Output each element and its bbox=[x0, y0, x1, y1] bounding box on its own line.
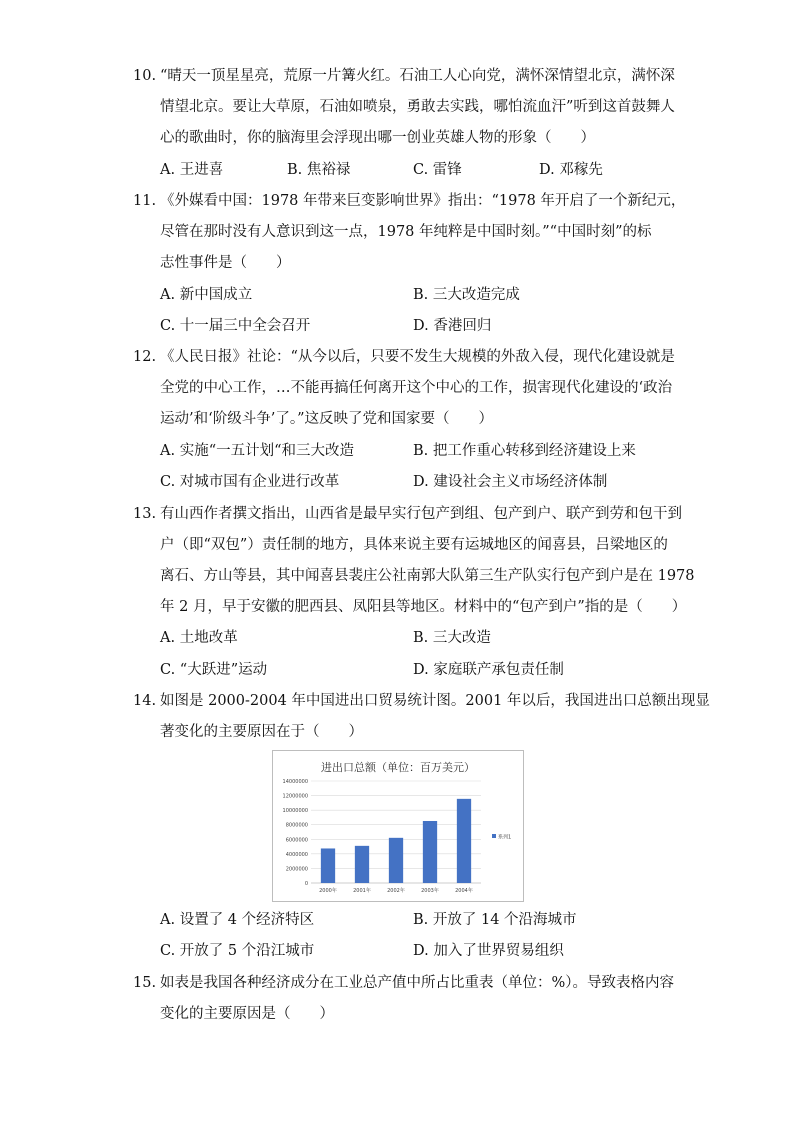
trade-chart bbox=[272, 750, 524, 902]
bar bbox=[457, 799, 471, 883]
q14-line-2: 著变化的主要原因在于（ ） bbox=[160, 724, 363, 740]
q10-line-1: “晴天一顶星星亮，荒原一片篝火红。石油工人心向党，满怀深情望北京，满怀深 bbox=[160, 68, 675, 84]
q10-option-b: B. 焦裕禄 bbox=[287, 162, 351, 178]
y-tick-label: 10000000 bbox=[282, 808, 308, 815]
q15-line-2: 变化的主要原因是（ ） bbox=[160, 1006, 334, 1022]
q11-number: 11. bbox=[133, 193, 157, 209]
q11-option-c: C. 十一届三中全会召开 bbox=[160, 318, 311, 334]
q11-line-2: 尽管在那时没有人意识到这一点，1978 年纯粹是中国时刻。”“中国时刻”的标 bbox=[160, 224, 652, 240]
chart-title: 进出口总额（单位：百万美元） bbox=[321, 761, 475, 774]
q10-number: 10. bbox=[133, 68, 157, 84]
q12-option-b: B. 把工作重心转移到经济建设上来 bbox=[413, 443, 636, 459]
q13-option-d: D. 家庭联产承包责任制 bbox=[413, 662, 564, 678]
q12-option-d: D. 建设社会主义市场经济体制 bbox=[413, 474, 608, 490]
q13-option-b: B. 三大改造 bbox=[413, 630, 491, 646]
q14-option-b: B. 开放了 14 个沿海城市 bbox=[413, 912, 577, 928]
q11-option-d: D. 香港回归 bbox=[413, 318, 492, 334]
q13-option-c: C. “大跃进”运动 bbox=[160, 662, 268, 678]
q14-option-a: A. 设置了 4 个经济特区 bbox=[160, 912, 315, 928]
q13-line-3: 离石、方山等县，其中闻喜县裴庄公社南郭大队第三生产队实行包产到户是在 1978 bbox=[160, 568, 695, 584]
q12-line-1: 《人民日报》社论：“从今以后，只要不发生大规模的外敌入侵，现代化建设就是 bbox=[160, 349, 675, 365]
legend-swatch bbox=[492, 834, 496, 838]
q11-option-a: A. 新中国成立 bbox=[160, 287, 253, 303]
q10-line-2: 情望北京。要让大草原，石油如喷泉，勇敢去实践，哪怕流血汗”听到这首鼓舞人 bbox=[160, 99, 675, 115]
y-tick-label: 8000000 bbox=[285, 822, 308, 829]
q15-line-1: 如表是我国各种经济成分在工业总产值中所占比重表（单位：%）。导致表格内容 bbox=[160, 975, 675, 991]
q13-line-4: 年 2 月，早于安徽的肥西县、凤阳县等地区。材料中的“包产到户”指的是（ ） bbox=[160, 599, 687, 615]
q14-option-c: C. 开放了 5 个沿江城市 bbox=[160, 943, 315, 959]
bar bbox=[321, 848, 335, 883]
q10-option-a: A. 王进喜 bbox=[160, 162, 224, 178]
q14-number: 14. bbox=[133, 693, 157, 709]
q12-line-2: 全党的中心工作，…不能再搞任何离开这个中心的工作，损害现代化建设的‘政治 bbox=[160, 380, 673, 396]
q13-line-2: 户（即“双包”）责任制的地方，具体来说主要有运城地区的闻喜县，吕梁地区的 bbox=[160, 537, 668, 553]
y-tick-label: 6000000 bbox=[285, 837, 308, 844]
q13-number: 13. bbox=[133, 506, 157, 522]
q14-option-d: D. 加入了世界贸易组织 bbox=[413, 943, 564, 959]
x-tick-label: 2004年 bbox=[455, 888, 473, 894]
bar bbox=[355, 846, 369, 883]
x-tick-label: 2001年 bbox=[353, 888, 371, 894]
y-tick-label: 4000000 bbox=[285, 851, 308, 858]
q15-number: 15. bbox=[133, 975, 157, 991]
q12-option-a: A. 实施“一五计划“和三大改造 bbox=[160, 443, 355, 459]
q13-line-1: 有山西作者撰文指出，山西省是最早实行包产到组、包产到户、联产到劳和包干到 bbox=[160, 506, 682, 522]
q10-option-d: D. 邓稼先 bbox=[539, 162, 603, 178]
q11-line-3: 志性事件是（ ） bbox=[160, 255, 291, 271]
bar bbox=[389, 838, 403, 883]
q12-option-c: C. 对城市国有企业进行改革 bbox=[160, 474, 340, 490]
q10-option-c: C. 雷锋 bbox=[413, 162, 462, 178]
q10-line-3: 心的歌曲时，你的脑海里会浮现出哪一创业英雄人物的形象（ ） bbox=[160, 130, 595, 146]
x-tick-label: 2003年 bbox=[421, 888, 439, 894]
q12-line-3: 运动’和‘阶级斗争’了。”这反映了党和国家要（ ） bbox=[160, 411, 493, 427]
x-tick-label: 2000年 bbox=[319, 888, 337, 894]
q13-option-a: A. 土地改革 bbox=[160, 630, 238, 646]
q11-option-b: B. 三大改造完成 bbox=[413, 287, 520, 303]
y-tick-label: 12000000 bbox=[282, 793, 308, 800]
y-tick-label: 0 bbox=[304, 881, 308, 887]
y-tick-label: 2000000 bbox=[285, 866, 308, 873]
q11-line-1: 《外媒看中国：1978 年带来巨变影响世界》指出：“1978 年开启了一个新纪元， bbox=[160, 193, 686, 209]
bar bbox=[423, 821, 437, 883]
trade-chart-svg bbox=[273, 751, 523, 901]
q14-line-1: 如图是 2000-2004 年中国进出口贸易统计图。2001 年以后，我国进出口总额出现显 bbox=[160, 693, 710, 709]
y-tick-label: 14000000 bbox=[282, 779, 308, 785]
legend-label: 系列1 bbox=[498, 834, 512, 841]
x-tick-label: 2002年 bbox=[387, 888, 405, 894]
q12-number: 12. bbox=[133, 349, 157, 365]
